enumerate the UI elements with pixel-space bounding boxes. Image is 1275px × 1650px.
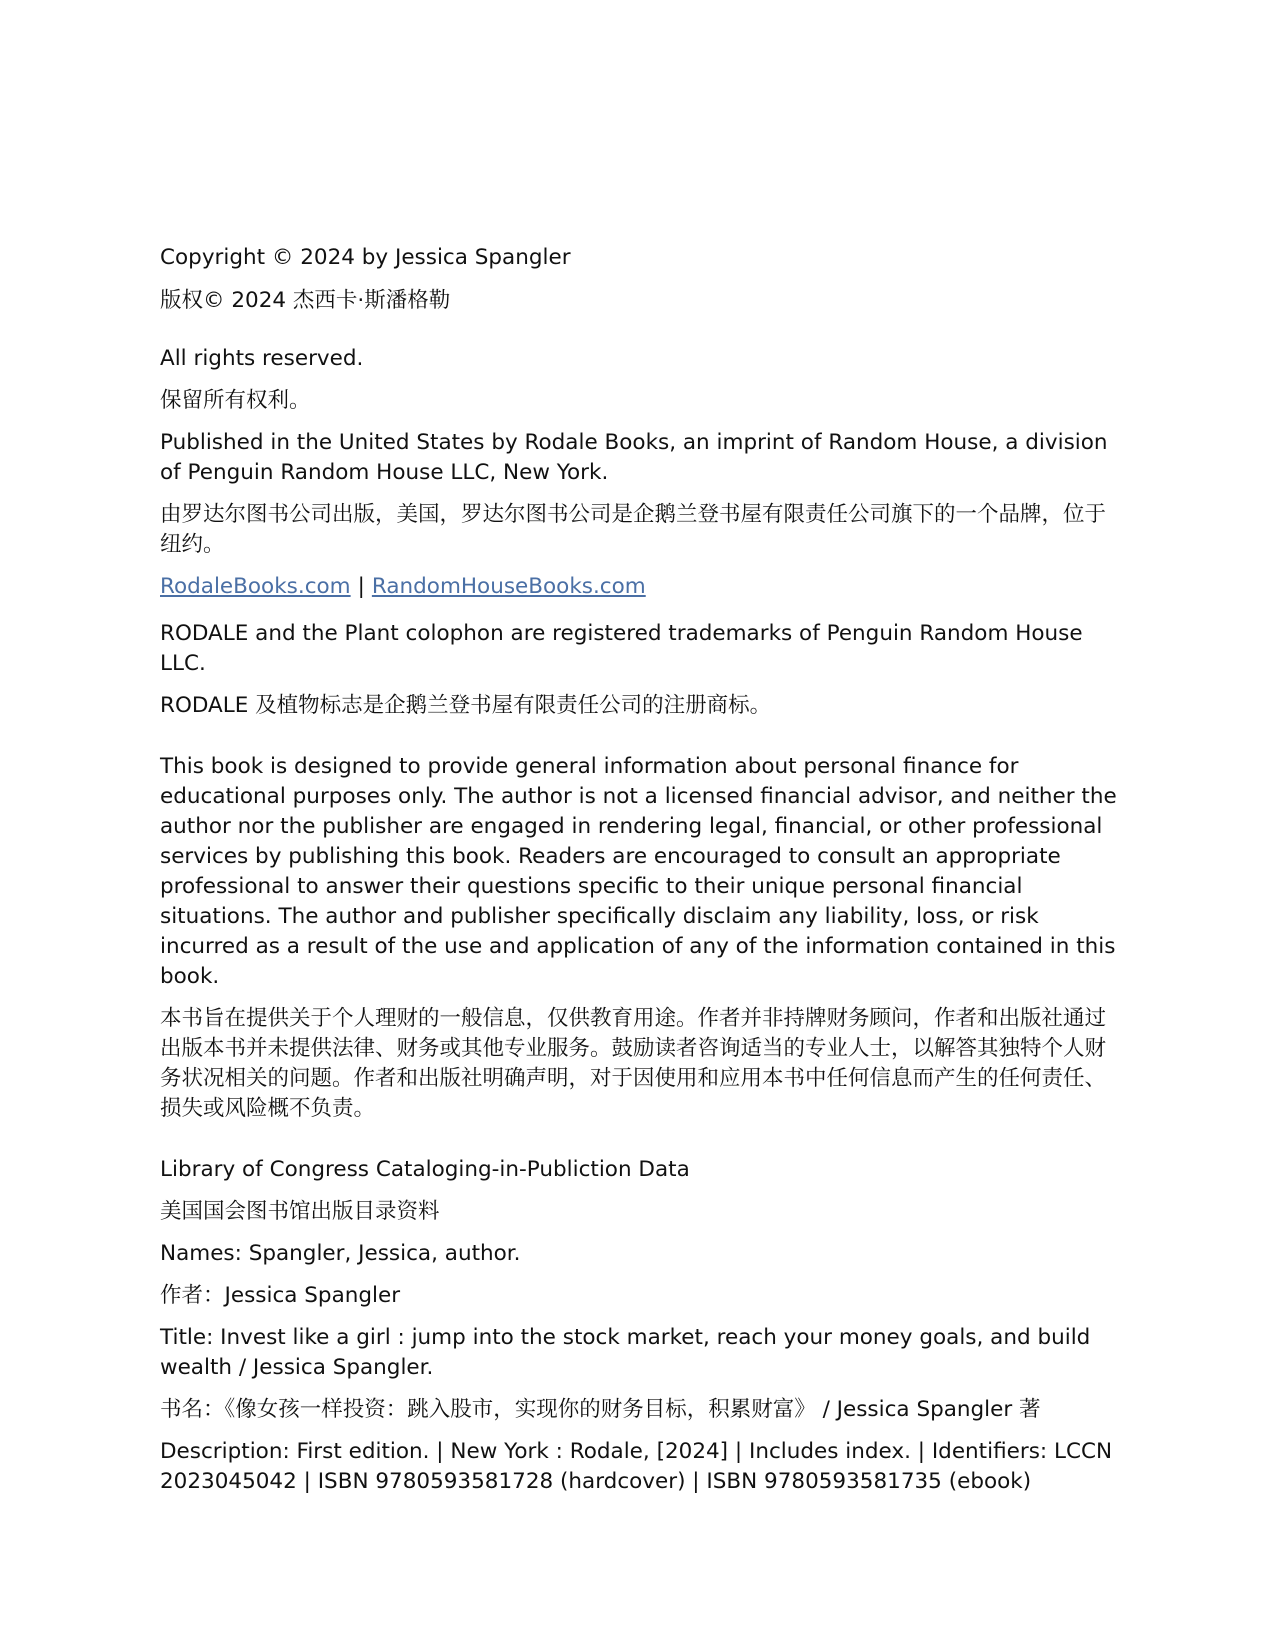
- website-links: [160, 572, 1120, 602]
- catalog-title-en: Title: Invest like a girl : jump into the stock market, reach your money goals, and build wealth / Jessica Spangler.: [160, 1325, 1091, 1380]
- catalog-description-en: Description: First edition. | New York : Rodale, [2024] | Includes index. | Identifiers: LCCN 2023045042 | ISBN 9780593581728 (hardcover) | ISBN 9780593581735 (ebook): [160, 1439, 1113, 1494]
- publisher-en: Published in the United States by Rodale Books, an imprint of Random House, a division of Penguin Random House LLC, New York.: [160, 430, 1108, 485]
- disclaimer-zh: 本书旨在提供关于个人理财的一般信息，仅供教育用途。作者并非持牌财务顾问，作者和出版社通过出版本书并未提供法律、财务或其他专业服务。鼓励读者咨询适当的专业人士，以解答其独特个人财务状况相关的问题。作者和出版社明确声明，对于因使用和应用本书中任何信息而产生的任何责任、损失或风险概不负责。: [160, 1006, 1107, 1121]
- random-house-books-link[interactable]: RandomHouseBooks.com: [371, 574, 646, 599]
- catalog-heading-en: Library of Congress Cataloging-in-Publiction Data: [160, 1157, 690, 1182]
- trademark-zh: RODALE 及植物标志是企鹅兰登书屋有限责任公司的注册商标。: [160, 693, 772, 718]
- copyright-zh: 版权© 2024 杰西卡·斯潘格勒: [160, 288, 451, 313]
- catalog-names-en: Names: Spangler, Jessica, author.: [160, 1241, 521, 1266]
- catalog-names-zh: 作者：Jessica Spangler: [160, 1283, 401, 1308]
- trademark-en: RODALE and the Plant colophon are registered trademarks of Penguin Random House LLC.: [160, 621, 1083, 676]
- disclaimer-en: This book is designed to provide general information about personal finance for educational purposes only. The author is not a licensed financial advisor, and neither the author nor the publisher are engaged in rendering legal, financial, or other professional services by publishing this book. Readers are encouraged to consult an appropriate professional to answer their questions specific to their unique personal financial situations. The author and publisher specifically disclaim any liability, loss, or risk incurred as a result of the use and application of any of the information contained in this book.: [160, 754, 1117, 989]
- link-separator: |: [357, 574, 365, 599]
- copyright-page: [160, 243, 1120, 1497]
- copyright-en: Copyright © 2024 by Jessica Spangler: [160, 245, 571, 270]
- rights-en: All rights reserved.: [160, 346, 364, 371]
- catalog-title-zh: 书名：《像女孩一样投资：跳入股市，实现你的财务目标，积累财富》 / Jessica Spangler 著: [160, 1397, 1041, 1422]
- publisher-zh: 由罗达尔图书公司出版，美国，罗达尔图书公司是企鹅兰登书屋有限责任公司旗下的一个品牌，位于纽约。: [160, 502, 1107, 557]
- catalog-heading-zh: 美国国会图书馆出版目录资料: [160, 1199, 440, 1224]
- rights-zh: 保留所有权利。: [160, 388, 311, 413]
- rodale-books-link[interactable]: RodaleBooks.com: [160, 574, 351, 599]
